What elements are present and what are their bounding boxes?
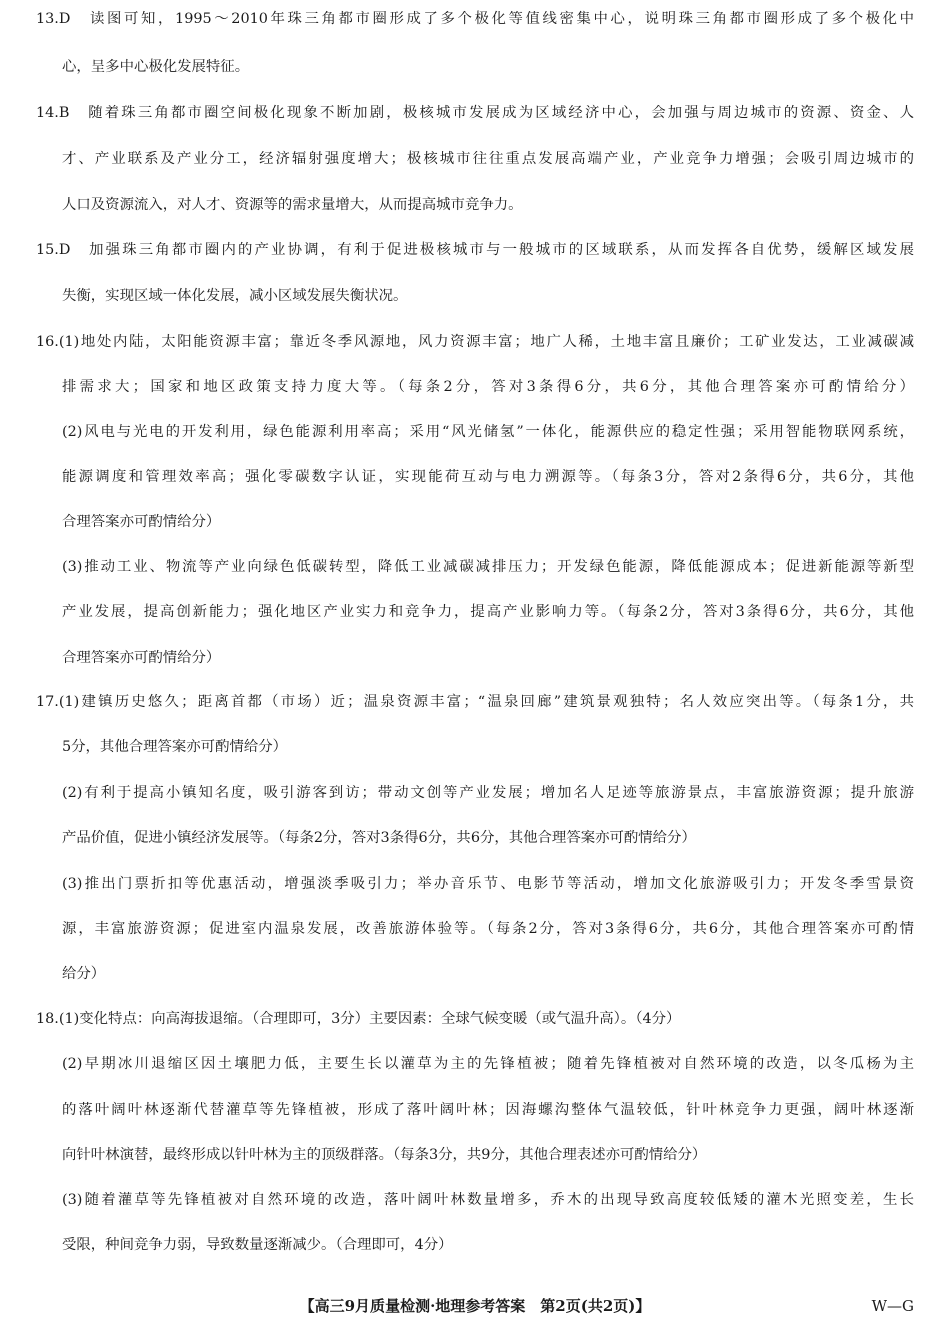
text-line: 17.(1)建镇历史悠久；距离首都（市场）近；温泉资源丰富；“温泉回廊”建筑景观独特；名人效应突出等。（每条1分，共: [36, 694, 914, 710]
text-line: (3)随着灌草等先锋植被对自然环境的改造，落叶阔叶林数量增多，乔木的出现导致高度较低矮的灌木光照变差，生长: [62, 1192, 914, 1208]
text-line: 15.D 加强珠三角都市圈内的产业协调，有利于促进极核城市与一般城市的区域联系，从而发挥各自优势，缓解区域发展: [36, 242, 914, 258]
text-line: 能源调度和管理效率高；强化零碳数字认证，实现能荷互动与电力溯源等。（每条3分，答对2条得6分，共6分，其他: [62, 469, 914, 485]
text-line: 心，呈多中心极化发展特征。: [62, 59, 250, 75]
text-line: 源，丰富旅游资源；促进室内温泉发展，改善旅游体验等。（每条2分，答对3条得6分，共6分，其他合理答案亦可酌情: [62, 921, 914, 937]
footer-code: W—G: [871, 1297, 914, 1315]
text-line: 向针叶林演替，最终形成以针叶林为主的顶级群落。（每条3分，共9分，其他合理表述亦可酌情给分）: [62, 1147, 707, 1163]
text-line: (2)早期冰川退缩区因土壤肥力低，主要生长以灌草为主的先锋植被；随着先锋植被对自然环境的改造，以冬瓜杨为主: [62, 1056, 914, 1072]
text-line: 5分，其他合理答案亦可酌情给分）: [62, 739, 288, 755]
text-line: (2)风电与光电的开发利用，绿色能源利用率高；采用“风光储氢”一体化，能源供应的稳定性强；采用智能物联网系统，: [62, 424, 914, 440]
text-line: 人口及资源流入，对人才、资源等的需求量增大，从而提高城市竞争力。: [62, 197, 523, 213]
text-line: (3)推出门票折扣等优惠活动，增强淡季吸引力；举办音乐节、电影节等活动，增加文化旅游吸引力；开发冬季雪景资: [62, 876, 914, 892]
footer-title: 【高三9月质量检测·地理参考答案 第2页(共2页)】: [299, 1297, 651, 1315]
text-line: 产业发展，提高创新能力；强化地区产业实力和竞争力，提高产业影响力等。（每条2分，答对3条得6分，共6分，其他: [62, 604, 914, 620]
text-line: (3)推动工业、物流等产业向绿色低碳转型，降低工业减碳减排压力；开发绿色能源，降低能源成本；促进新能源等新型: [62, 559, 914, 575]
text-line: 14.B 随着珠三角都市圈空间极化现象不断加剧，极核城市发展成为区域经济中心，会加强与周边城市的资源、资金、人: [36, 105, 914, 121]
text-line: 16.(1)地处内陆，太阳能资源丰富；靠近冬季风源地，风力资源丰富；地广人稀，土地丰富且廉价；工矿业发达，工业减碳减: [36, 334, 914, 350]
text-line: 合理答案亦可酌情给分）: [62, 514, 221, 530]
text-line: 给分）: [62, 966, 106, 982]
text-line: 合理答案亦可酌情给分）: [62, 650, 221, 666]
text-line: 才、产业联系及产业分工，经济辐射强度增大；极核城市往往重点发展高端产业，产业竞争力增强；会吸引周边城市的: [62, 151, 914, 167]
text-line: 产品价值，促进小镇经济发展等。（每条2分，答对3条得6分，共6分，其他合理答案亦可酌情给分）: [62, 830, 696, 846]
text-line: 失衡，实现区域一体化发展，减小区域发展失衡状况。: [62, 288, 408, 304]
text-line: 18.(1)变化特点：向高海拔退缩。（合理即可，3分）主要因素：全球气候变暖（或气温升高）。（4分）: [36, 1011, 681, 1027]
text-line: 排需求大；国家和地区政策支持力度大等。（每条2分，答对3条得6分，共6分，其他合理答案亦可酌情给分）: [62, 379, 914, 395]
text-line: (2)有利于提高小镇知名度，吸引游客到访；带动文创等产业发展；增加名人足迹等旅游景点，丰富旅游资源；提升旅游: [62, 785, 914, 801]
text-line: 13.D 读图可知，1995～2010年珠三角都市圈形成了多个极化等值线密集中心，说明珠三角都市圈形成了多个极化中: [36, 11, 914, 27]
text-line: 受限，种间竞争力弱，导致数量逐渐减少。（合理即可，4分）: [62, 1237, 453, 1253]
text-line: 的落叶阔叶林逐渐代替灌草等先锋植被，形成了落叶阔叶林；因海螺沟整体气温较低，针叶林竞争力更强，阔叶林逐渐: [62, 1102, 914, 1118]
